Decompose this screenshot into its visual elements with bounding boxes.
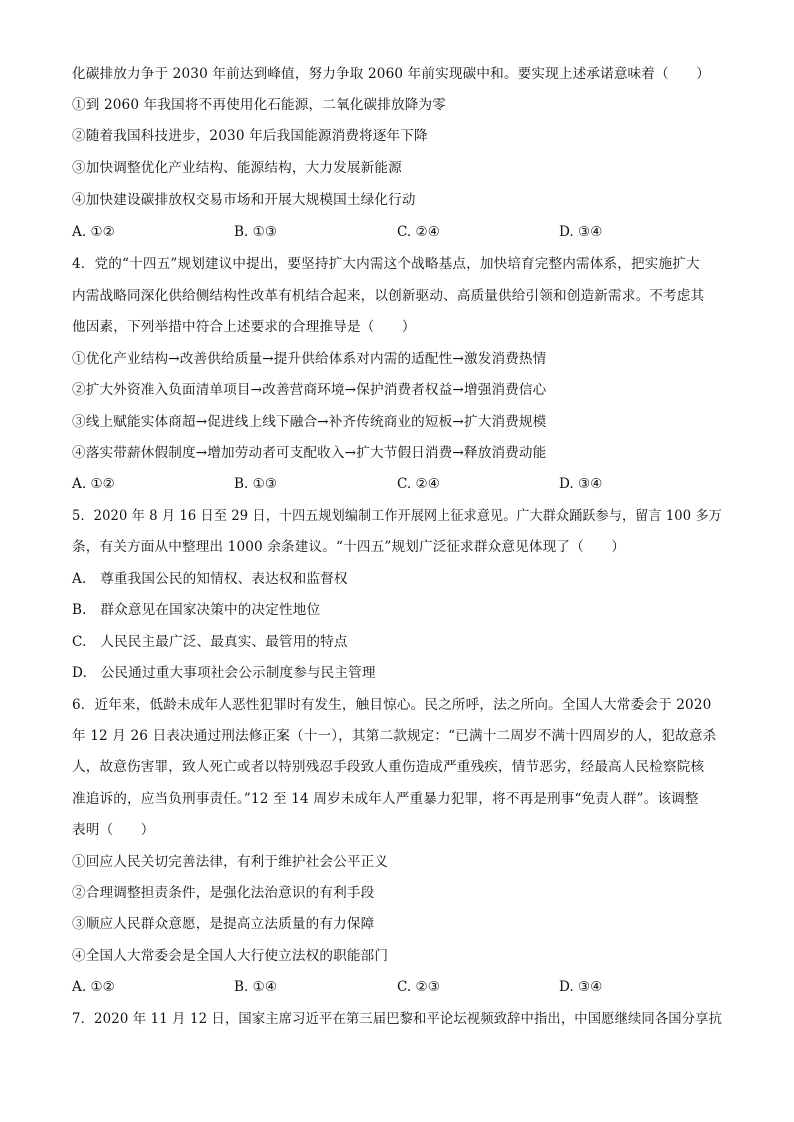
q3-statement-4: ④加快建设碳排放权交易市场和开展大规模国土绿化行动 (72, 192, 416, 208)
q6-statement-3: ③顺应人民群众意愿，是提高立法质量的有力保障 (72, 916, 375, 932)
q3-option-c: C. ②④ (397, 224, 440, 240)
q3-stem-line-1: 化碳排放力争于 2030 年前达到峰值，努力争取 2060 年前实现碳中和。要实现上述承诺意味着（ ） (72, 66, 711, 82)
q4-option-d: D. ③④ (559, 476, 603, 492)
q3-option-a: A. ①② (72, 224, 115, 240)
q4-stem-line-2: 内需战略同深化供给侧结构性改革有机结合起来，以创新驱动、高质量供给引领和创造新需求。不考虑其 (72, 288, 705, 304)
q6-stem-line-3: 人，故意伤害罪，致人死亡或者以特别残忍手段致人重伤造成严重残疾，情节恶劣，经最高人民检察院核 (72, 759, 705, 775)
q3-statement-2: ②随着我国科技进步，2030 年后我国能源消费将逐年下降 (72, 128, 428, 144)
q5-option-b: B. 群众意见在国家决策中的决定性地位 (72, 602, 321, 618)
q6-option-d: D. ③④ (559, 979, 603, 995)
q6-stem-line-2: 年 12 月 26 日表决通过刑法修正案（十一），其第二款规定：“已满十二周岁不满十四周岁的人，犯故意杀 (72, 728, 717, 744)
q6-option-c: C. ②③ (397, 979, 440, 995)
q5-option-c: C. 人民民主最广泛、最真实、最管用的特点 (72, 634, 348, 650)
q4-option-b: B. ①③ (234, 476, 278, 492)
q5-option-d: D. 公民通过重大事项社会公示制度参与民主管理 (72, 665, 376, 681)
q4-statement-4: ④落实带薪休假制度→增加劳动者可支配收入→扩大节假日消费→释放消费动能 (72, 445, 547, 461)
q4-statement-1: ①优化产业结构→改善供给质量→提升供给体系对内需的适配性→激发消费热情 (72, 351, 547, 367)
q6-stem-line-4: 准追诉的，应当负刑事责任。”12 至 14 周岁未成年人严重暴力犯罪，将不再是刑事“免责人群”。该调整 (72, 791, 699, 807)
q6-statement-4: ④全国人大常委会是全国人大行使立法权的职能部门 (72, 948, 389, 964)
q6-stem-line-1: 6．近年来，低龄未成年人恶性犯罪时有发生，触目惊心。民之所呼，法之所向。全国人大常委会于 2020 (72, 697, 712, 713)
q4-option-c: C. ②④ (397, 476, 440, 492)
q3-option-d: D. ③④ (559, 224, 603, 240)
q3-statement-1: ①到 2060 年我国将不再使用化石能源，二氧化碳排放降为零 (72, 97, 446, 113)
q3-option-b: B. ①③ (234, 224, 278, 240)
q5-stem-line-1: 5．2020 年 8 月 16 日至 29 日，十四五规划编制工作开展网上征求意见。广大群众踊跃参与，留言 100 多万 (72, 508, 722, 524)
q6-statement-2: ②合理调整担责条件，是强化法治意识的有利手段 (72, 885, 375, 901)
q4-statement-3: ③线上赋能实体商超→促进线上线下融合→补齐传统商业的短板→扩大消费规模 (72, 414, 547, 430)
q4-stem-line-1: 4．党的“十四五”规划建议中提出，要坚持扩大内需这个战略基点，加快培育完整内需体系，把实施扩大 (72, 256, 700, 272)
q4-option-a: A. ①② (72, 476, 115, 492)
q6-stem-line-5: 表明（ ） (72, 822, 155, 838)
q5-option-a: A. 尊重我国公民的知情权、表达权和监督权 (72, 571, 348, 587)
q4-stem-line-3: 他因素，下列举措中符合上述要求的合理推导是（ ） (72, 319, 416, 335)
q4-statement-2: ②扩大外资准入负面清单项目→改善营商环境→保护消费者权益→增强消费信心 (72, 382, 547, 398)
q6-statement-1: ①回应人民关切完善法律，有利于维护社会公平正义 (72, 854, 389, 870)
q6-option-a: A. ①② (72, 979, 115, 995)
q3-statement-3: ③加快调整优化产业结构、能源结构，大力发展新能源 (72, 160, 402, 176)
q7-stem-line-1: 7．2020 年 11 月 12 日，国家主席习近平在第三届巴黎和平论坛视频致辞中指出，中国愿继续同各国分享抗 (72, 1011, 723, 1027)
q6-option-b: B. ①④ (234, 979, 278, 995)
q5-stem-line-2: 条，有关方面从中整理出 1000 余条建议。“十四五”规划广泛征求群众意见体现了（ ） (72, 539, 626, 555)
